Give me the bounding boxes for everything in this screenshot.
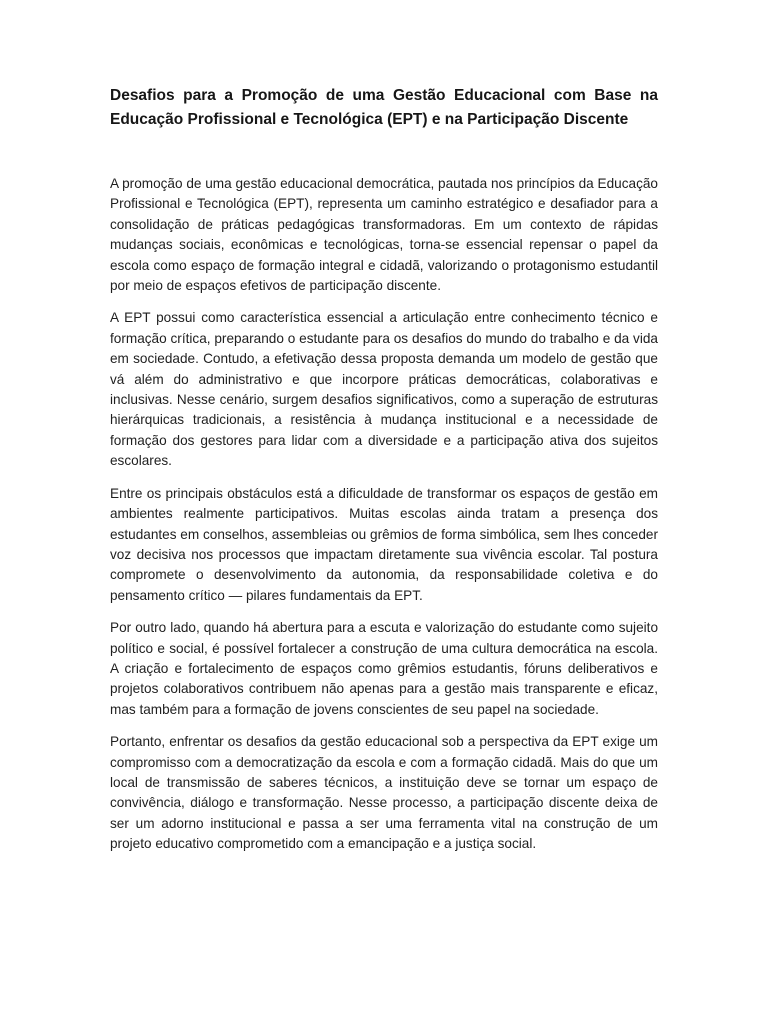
paragraph-2: A EPT possui como característica essencial a articulação entre conhecimento técnico e formação crítica, preparando o estudante para os desafios do mundo do trabalho e da vida em sociedade. Contudo, a efetivação dessa proposta demanda um modelo de gestão que vá além do administrativo e que incorpore práticas democráticas, colaborativas e inclusivas. Nesse cenário, surgem desafios significativos, como a superação de estruturas hierárquicas tradicionais, a resistência à mudança institucional e a necessidade de formação dos gestores para lidar com a diversidade e a participação ativa dos sujeitos escolares. <box>110 310 658 469</box>
paragraph-3: Entre os principais obstáculos está a dificuldade de transformar os espaços de gestão em ambientes realmente participativos. Muitas escolas ainda tratam a presença dos estudantes em conselhos, assembleias ou grêmios de forma simbólica, sem lhes conceder voz decisiva nos processos que impactam diretamente sua vivência escolar. Tal postura compromete o desenvolvimento da autonomia, da responsabilidade coletiva e do pensamento crítico — pilares fundamentais da EPT. <box>110 485 658 603</box>
paragraph-1: A promoção de uma gestão educacional democrática, pautada nos princípios da Educação Profissional e Tecnológica (EPT), representa um caminho estratégico e desafiador para a consolidação de práticas pedagógicas transformadoras. Em um contexto de rápidas mudanças sociais, econômicas e tecnológicas, torna-se essencial repensar o papel da escola como espaço de formação integral e cidadã, valorizando o protagonismo estudantil por meio de espaços efetivos de participação discente. <box>110 176 658 294</box>
document-title: Desafios para a Promoção de uma Gestão Educacional com Base na Educação Profissional e Tecnológica (EPT) e na Participação Discente <box>110 87 658 128</box>
document-page <box>110 84 658 867</box>
paragraph-5: Portanto, enfrentar os desafios da gestão educacional sob a perspectiva da EPT exige um compromisso com a democratização da escola e com a formação cidadã. Mais do que um local de transmissão de saberes técnicos, a instituição deve se tornar um espaço de convivência, diálogo e transformação. Nesse processo, a participação discente deixa de ser um adorno institucional e passa a ser uma ferramenta vital na construção de um projeto educativo comprometido com a emancipação e a justiça social. <box>110 734 658 852</box>
paragraph-4: Por outro lado, quando há abertura para a escuta e valorização do estudante como sujeito político e social, é possível fortalecer a construção de uma cultura democrática na escola. A criação e fortalecimento de espaços como grêmios estudantis, fóruns deliberativos e projetos colaborativos contribuem não apenas para a gestão mais transparente e eficaz, mas também para a formação de jovens conscientes de seu papel na sociedade. <box>110 620 658 717</box>
